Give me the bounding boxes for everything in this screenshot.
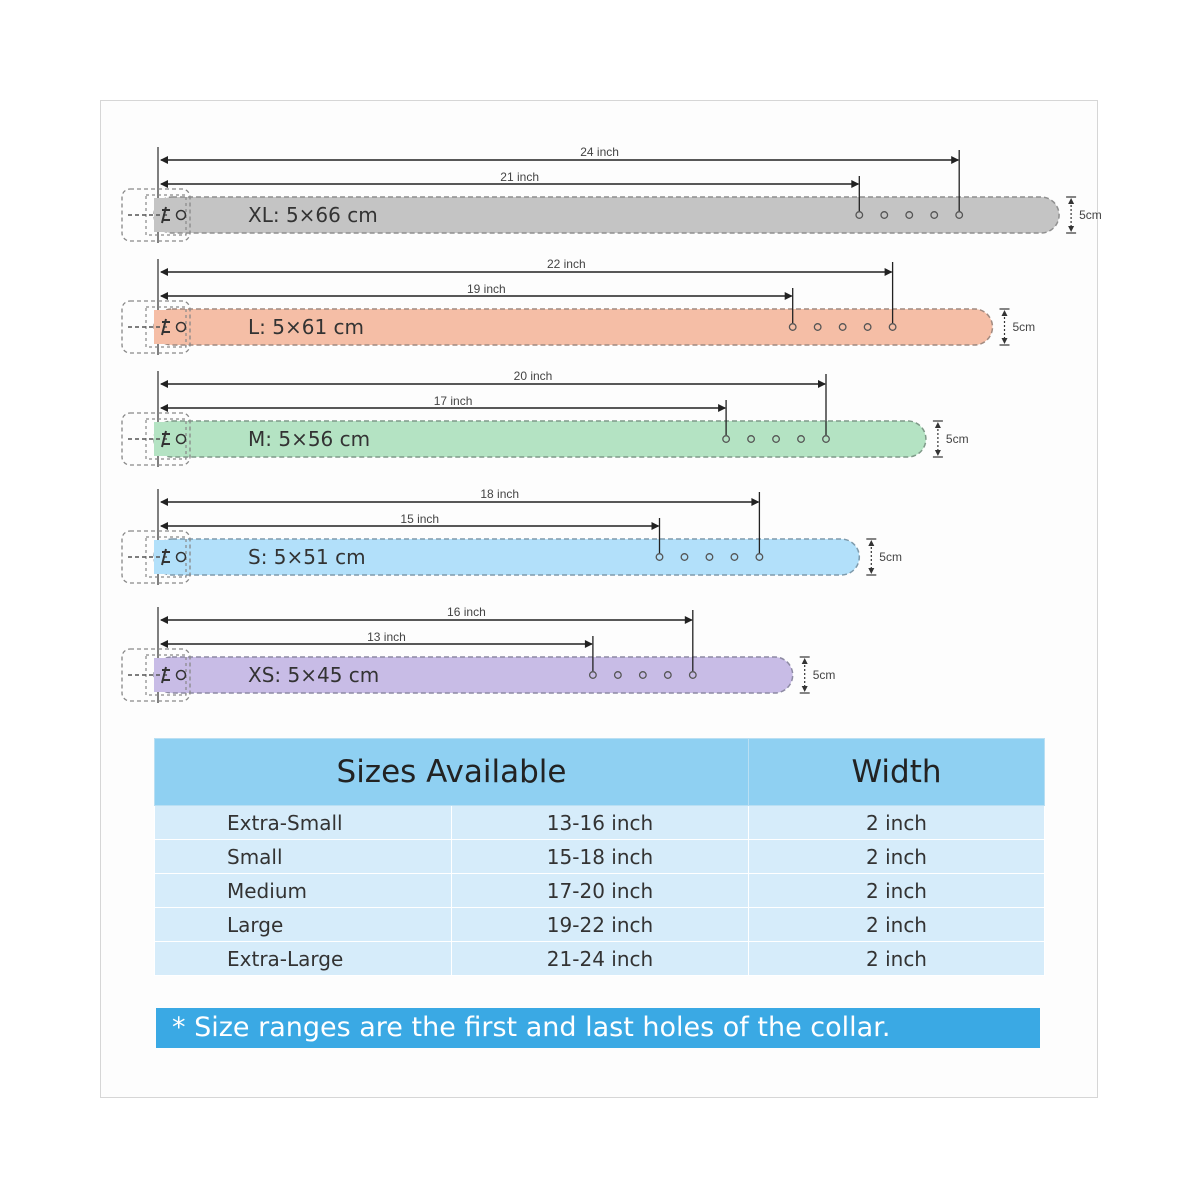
max-length-label: 22 inch [546,257,586,271]
size-range: 13-16 inch [452,806,749,840]
max-length-arrow-start-arrow [160,616,168,624]
min-length-arrow-end-arrow [652,522,660,530]
table-row [155,942,1045,976]
min-length-arrow-start-arrow [160,180,168,188]
table-row [155,806,1045,840]
size-range: 15-18 inch [452,840,749,874]
size-range-note: * Size ranges are the first and last holes of the collar. [156,1008,1040,1048]
size-name: Extra-Small [155,806,452,840]
width-label: 5cm [879,550,902,564]
table-row [155,874,1045,908]
max-length-label: 24 inch [580,145,619,159]
header-sizes-available: Sizes Available [155,739,749,806]
size-name: Extra-Large [155,942,452,976]
min-length-label: 21 inch [500,170,540,184]
width-label: 5cm [812,668,836,682]
size-name: Large [155,908,452,942]
min-length-arrow-start-arrow [160,640,168,648]
max-length-arrow-end-arrow [751,498,759,506]
size-width: 2 inch [749,840,1045,874]
max-length-arrow-start-arrow [160,268,168,276]
size-name: Small [155,840,452,874]
collar-size-label: XL: 5×66 cm [248,203,378,227]
min-length-arrow-end-arrow [718,404,726,412]
size-range: 17-20 inch [452,874,749,908]
size-width: 2 inch [749,908,1045,942]
table-header-row [155,739,1045,806]
collar-size-label: XS: 5×45 cm [248,663,380,687]
table-row [155,840,1045,874]
width-label: 5cm [1079,208,1102,222]
collar-size-label: L: 5×61 cm [248,315,365,339]
min-length-arrow-start-arrow [160,404,168,412]
collar-s [122,487,902,585]
collar-xs [122,605,835,703]
size-width: 2 inch [749,874,1045,908]
collar-size-label: S: 5×51 cm [248,545,366,569]
width-label: 5cm [1012,320,1036,334]
collar-l [122,257,1035,355]
table-row [155,908,1045,942]
size-range: 19-22 inch [452,908,749,942]
collar-xl [122,145,1102,243]
min-length-label: 19 inch [466,282,506,296]
collar-m [122,369,969,467]
max-length-label: 16 inch [447,605,486,619]
min-length-label: 13 inch [367,630,406,644]
size-name: Medium [155,874,452,908]
size-width: 2 inch [749,942,1045,976]
min-length-arrow-end-arrow [851,180,859,188]
width-label: 5cm [945,432,969,446]
min-length-label: 15 inch [400,512,440,526]
max-length-arrow-start-arrow [160,380,168,388]
header-width: Width [749,739,1045,806]
collar-size-label: M: 5×56 cm [248,427,371,451]
min-length-arrow-start-arrow [160,522,168,530]
max-length-label: 20 inch [513,369,553,383]
min-length-arrow-end-arrow [585,640,593,648]
max-length-arrow-end-arrow [685,616,693,624]
min-length-arrow-start-arrow [160,292,168,300]
max-length-arrow-end-arrow [951,156,959,164]
min-length-label: 17 inch [433,394,473,408]
max-length-label: 18 inch [480,487,520,501]
size-width: 2 inch [749,806,1045,840]
size-table [154,738,1045,976]
max-length-arrow-start-arrow [160,498,168,506]
max-length-arrow-end-arrow [818,380,826,388]
max-length-arrow-end-arrow [885,268,893,276]
min-length-arrow-end-arrow [785,292,793,300]
size-range: 21-24 inch [452,942,749,976]
max-length-arrow-start-arrow [160,156,168,164]
